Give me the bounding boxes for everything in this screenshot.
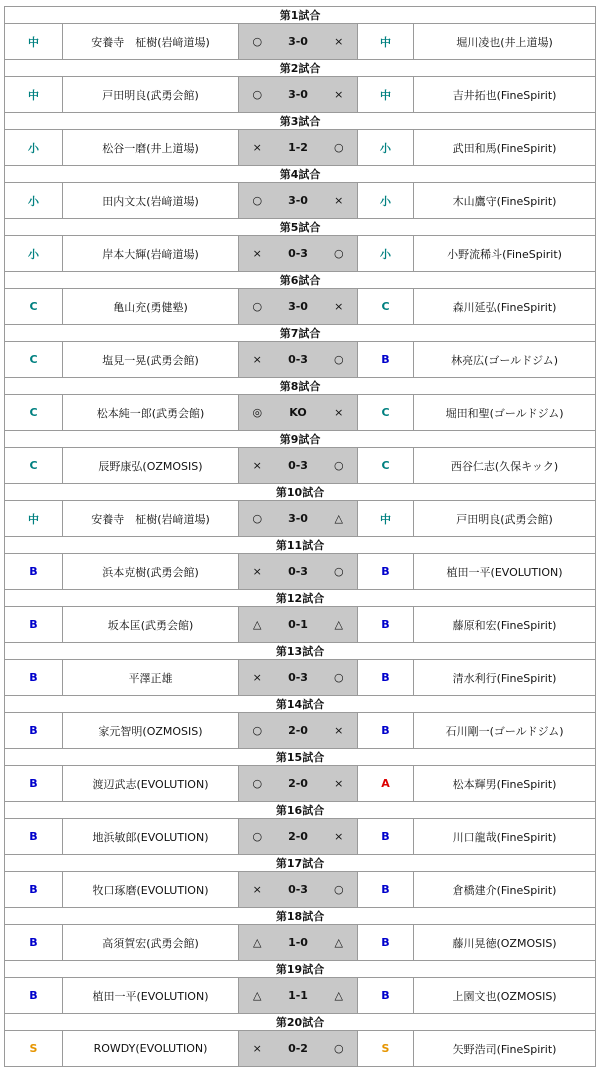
left-fighter: 亀山充(勇健塾) bbox=[63, 289, 239, 325]
right-class: 中 bbox=[358, 501, 414, 537]
right-result-mark: ○ bbox=[321, 448, 358, 484]
right-fighter: 木山鷹守(FineSpirit) bbox=[414, 183, 596, 219]
match-results-table bbox=[4, 6, 596, 1067]
right-fighter: 武田和馬(FineSpirit) bbox=[414, 130, 596, 166]
right-result-mark: × bbox=[321, 24, 358, 60]
left-fighter: 植田一平(EVOLUTION) bbox=[63, 978, 239, 1014]
match-header-row bbox=[5, 60, 596, 77]
match-row bbox=[5, 289, 596, 325]
match-header-row bbox=[5, 1014, 596, 1031]
match-header-row bbox=[5, 378, 596, 395]
right-class: B bbox=[358, 925, 414, 961]
right-result-mark: △ bbox=[321, 501, 358, 537]
match-header-row bbox=[5, 643, 596, 660]
match-header-row bbox=[5, 590, 596, 607]
match-header-row bbox=[5, 7, 596, 24]
right-class: B bbox=[358, 872, 414, 908]
right-class: S bbox=[358, 1031, 414, 1067]
match-score: 0-2 bbox=[276, 1031, 321, 1067]
match-row bbox=[5, 448, 596, 484]
left-class: 小 bbox=[5, 183, 63, 219]
left-result-mark: × bbox=[239, 130, 276, 166]
match-score: 2-0 bbox=[276, 713, 321, 749]
match-score: 2-0 bbox=[276, 819, 321, 855]
match-header-row bbox=[5, 325, 596, 342]
left-fighter: 辰野康弘(OZMOSIS) bbox=[63, 448, 239, 484]
match-title: 第6試合 bbox=[5, 272, 596, 289]
right-result-mark: ○ bbox=[321, 342, 358, 378]
left-class: C bbox=[5, 289, 63, 325]
match-title: 第16試合 bbox=[5, 802, 596, 819]
match-header-row bbox=[5, 272, 596, 289]
left-class: B bbox=[5, 660, 63, 696]
match-title: 第15試合 bbox=[5, 749, 596, 766]
left-result-mark: × bbox=[239, 236, 276, 272]
left-result-mark: △ bbox=[239, 978, 276, 1014]
match-row bbox=[5, 554, 596, 590]
match-score: 3-0 bbox=[276, 183, 321, 219]
match-title: 第2試合 bbox=[5, 60, 596, 77]
match-score: 0-3 bbox=[276, 872, 321, 908]
match-score: 3-0 bbox=[276, 501, 321, 537]
left-result-mark: ○ bbox=[239, 766, 276, 802]
left-result-mark: × bbox=[239, 1031, 276, 1067]
right-fighter: 吉井拓也(FineSpirit) bbox=[414, 77, 596, 113]
left-fighter: 平澤正雄 bbox=[63, 660, 239, 696]
left-class: B bbox=[5, 925, 63, 961]
match-row bbox=[5, 660, 596, 696]
right-fighter: 矢野浩司(FineSpirit) bbox=[414, 1031, 596, 1067]
match-header-row bbox=[5, 696, 596, 713]
left-fighter: 松谷一磨(井上道場) bbox=[63, 130, 239, 166]
left-class: C bbox=[5, 448, 63, 484]
right-class: C bbox=[358, 448, 414, 484]
left-class: B bbox=[5, 713, 63, 749]
left-result-mark: × bbox=[239, 342, 276, 378]
right-class: 小 bbox=[358, 183, 414, 219]
right-fighter: 西谷仁志(久保キック) bbox=[414, 448, 596, 484]
match-header-row bbox=[5, 961, 596, 978]
right-result-mark: ○ bbox=[321, 130, 358, 166]
left-fighter: 高須賀宏(武勇会館) bbox=[63, 925, 239, 961]
match-score: 1-0 bbox=[276, 925, 321, 961]
left-class: 小 bbox=[5, 236, 63, 272]
match-row bbox=[5, 766, 596, 802]
right-class: C bbox=[358, 395, 414, 431]
match-row bbox=[5, 819, 596, 855]
right-result-mark: △ bbox=[321, 978, 358, 1014]
right-class: B bbox=[358, 607, 414, 643]
left-result-mark: ◎ bbox=[239, 395, 276, 431]
right-result-mark: ○ bbox=[321, 872, 358, 908]
left-result-mark: × bbox=[239, 872, 276, 908]
left-class: C bbox=[5, 342, 63, 378]
match-title: 第13試合 bbox=[5, 643, 596, 660]
right-fighter: 植田一平(EVOLUTION) bbox=[414, 554, 596, 590]
left-class: 中 bbox=[5, 77, 63, 113]
match-row bbox=[5, 501, 596, 537]
match-title: 第3試合 bbox=[5, 113, 596, 130]
right-fighter: 小野流稀斗(FineSpirit) bbox=[414, 236, 596, 272]
match-score: 3-0 bbox=[276, 77, 321, 113]
right-result-mark: △ bbox=[321, 607, 358, 643]
match-title: 第10試合 bbox=[5, 484, 596, 501]
left-result-mark: △ bbox=[239, 925, 276, 961]
right-fighter: 林亮広(ゴールドジム) bbox=[414, 342, 596, 378]
left-fighter: 田内文太(岩﨑道場) bbox=[63, 183, 239, 219]
match-header-row bbox=[5, 908, 596, 925]
match-title: 第20試合 bbox=[5, 1014, 596, 1031]
right-result-mark: ○ bbox=[321, 660, 358, 696]
right-class: B bbox=[358, 819, 414, 855]
left-fighter: 戸田明良(武勇会館) bbox=[63, 77, 239, 113]
right-result-mark: ○ bbox=[321, 1031, 358, 1067]
match-row bbox=[5, 872, 596, 908]
left-class: B bbox=[5, 766, 63, 802]
right-result-mark: × bbox=[321, 183, 358, 219]
left-result-mark: △ bbox=[239, 607, 276, 643]
left-result-mark: ○ bbox=[239, 77, 276, 113]
match-title: 第4試合 bbox=[5, 166, 596, 183]
match-row bbox=[5, 236, 596, 272]
match-score: 1-1 bbox=[276, 978, 321, 1014]
left-fighter: 塩見一晃(武勇会館) bbox=[63, 342, 239, 378]
match-row bbox=[5, 342, 596, 378]
right-result-mark: × bbox=[321, 77, 358, 113]
left-result-mark: × bbox=[239, 554, 276, 590]
match-row bbox=[5, 395, 596, 431]
match-header-row bbox=[5, 855, 596, 872]
match-title: 第11試合 bbox=[5, 537, 596, 554]
match-header-row bbox=[5, 431, 596, 448]
right-class: B bbox=[358, 342, 414, 378]
left-fighter: 浜本克樹(武勇会館) bbox=[63, 554, 239, 590]
left-result-mark: ○ bbox=[239, 24, 276, 60]
left-fighter: 渡辺武志(EVOLUTION) bbox=[63, 766, 239, 802]
left-class: B bbox=[5, 819, 63, 855]
right-result-mark: × bbox=[321, 819, 358, 855]
right-result-mark: × bbox=[321, 395, 358, 431]
left-fighter: 坂本匡(武勇会館) bbox=[63, 607, 239, 643]
match-title: 第8試合 bbox=[5, 378, 596, 395]
left-class: B bbox=[5, 872, 63, 908]
right-fighter: 清水利行(FineSpirit) bbox=[414, 660, 596, 696]
right-result-mark: ○ bbox=[321, 236, 358, 272]
left-result-mark: ○ bbox=[239, 183, 276, 219]
match-row bbox=[5, 925, 596, 961]
right-fighter: 川口龍哉(FineSpirit) bbox=[414, 819, 596, 855]
right-result-mark: × bbox=[321, 289, 358, 325]
right-fighter: 倉橋建介(FineSpirit) bbox=[414, 872, 596, 908]
left-class: S bbox=[5, 1031, 63, 1067]
match-score: 0-3 bbox=[276, 342, 321, 378]
match-header-row bbox=[5, 113, 596, 130]
right-fighter: 上園文也(OZMOSIS) bbox=[414, 978, 596, 1014]
match-title: 第12試合 bbox=[5, 590, 596, 607]
right-class: B bbox=[358, 660, 414, 696]
match-header-row bbox=[5, 749, 596, 766]
right-class: A bbox=[358, 766, 414, 802]
right-fighter: 石川剛一(ゴールドジム) bbox=[414, 713, 596, 749]
match-title: 第19試合 bbox=[5, 961, 596, 978]
match-header-row bbox=[5, 484, 596, 501]
right-class: C bbox=[358, 289, 414, 325]
match-title: 第1試合 bbox=[5, 7, 596, 24]
left-class: 中 bbox=[5, 24, 63, 60]
left-result-mark: ○ bbox=[239, 713, 276, 749]
left-result-mark: ○ bbox=[239, 501, 276, 537]
left-class: B bbox=[5, 607, 63, 643]
match-title: 第9試合 bbox=[5, 431, 596, 448]
left-class: B bbox=[5, 554, 63, 590]
right-fighter: 藤川晃徳(OZMOSIS) bbox=[414, 925, 596, 961]
match-row bbox=[5, 24, 596, 60]
match-score: 0-3 bbox=[276, 554, 321, 590]
left-fighter: 地浜敏郎(EVOLUTION) bbox=[63, 819, 239, 855]
match-row bbox=[5, 130, 596, 166]
right-fighter: 森川延弘(FineSpirit) bbox=[414, 289, 596, 325]
left-class: B bbox=[5, 978, 63, 1014]
left-fighter: 岸本大輝(岩﨑道場) bbox=[63, 236, 239, 272]
right-result-mark: ○ bbox=[321, 554, 358, 590]
right-fighter: 藤原和宏(FineSpirit) bbox=[414, 607, 596, 643]
right-class: B bbox=[358, 978, 414, 1014]
left-fighter: ROWDY(EVOLUTION) bbox=[63, 1031, 239, 1067]
match-score: 1-2 bbox=[276, 130, 321, 166]
match-score: 3-0 bbox=[276, 289, 321, 325]
match-score: 3-0 bbox=[276, 24, 321, 60]
match-header-row bbox=[5, 802, 596, 819]
left-fighter: 松本純一郎(武勇会館) bbox=[63, 395, 239, 431]
right-class: 中 bbox=[358, 24, 414, 60]
left-result-mark: × bbox=[239, 448, 276, 484]
right-fighter: 戸田明良(武勇会館) bbox=[414, 501, 596, 537]
match-score: 0-3 bbox=[276, 448, 321, 484]
match-score: 0-3 bbox=[276, 236, 321, 272]
match-score: 0-1 bbox=[276, 607, 321, 643]
match-score: KO bbox=[276, 395, 321, 431]
match-row bbox=[5, 978, 596, 1014]
right-fighter: 堀川凌也(井上道場) bbox=[414, 24, 596, 60]
left-result-mark: ○ bbox=[239, 819, 276, 855]
right-result-mark: × bbox=[321, 766, 358, 802]
match-score: 2-0 bbox=[276, 766, 321, 802]
match-header-row bbox=[5, 219, 596, 236]
right-class: 中 bbox=[358, 77, 414, 113]
match-title: 第18試合 bbox=[5, 908, 596, 925]
right-class: B bbox=[358, 713, 414, 749]
match-row bbox=[5, 713, 596, 749]
left-class: 小 bbox=[5, 130, 63, 166]
right-fighter: 松本輝男(FineSpirit) bbox=[414, 766, 596, 802]
left-class: 中 bbox=[5, 501, 63, 537]
match-title: 第7試合 bbox=[5, 325, 596, 342]
match-header-row bbox=[5, 537, 596, 554]
left-result-mark: ○ bbox=[239, 289, 276, 325]
match-row bbox=[5, 183, 596, 219]
match-row bbox=[5, 77, 596, 113]
right-fighter: 堀田和聖(ゴールドジム) bbox=[414, 395, 596, 431]
left-fighter: 安養寺 柾樹(岩﨑道場) bbox=[63, 501, 239, 537]
left-result-mark: × bbox=[239, 660, 276, 696]
match-score: 0-3 bbox=[276, 660, 321, 696]
match-title: 第17試合 bbox=[5, 855, 596, 872]
left-fighter: 家元智明(OZMOSIS) bbox=[63, 713, 239, 749]
left-fighter: 牧口琢磨(EVOLUTION) bbox=[63, 872, 239, 908]
match-title: 第5試合 bbox=[5, 219, 596, 236]
match-row bbox=[5, 607, 596, 643]
right-result-mark: △ bbox=[321, 925, 358, 961]
left-class: C bbox=[5, 395, 63, 431]
right-class: 小 bbox=[358, 236, 414, 272]
right-class: B bbox=[358, 554, 414, 590]
match-row bbox=[5, 1031, 596, 1067]
left-fighter: 安養寺 柾樹(岩﨑道場) bbox=[63, 24, 239, 60]
match-header-row bbox=[5, 166, 596, 183]
right-class: 小 bbox=[358, 130, 414, 166]
match-title: 第14試合 bbox=[5, 696, 596, 713]
right-result-mark: × bbox=[321, 713, 358, 749]
